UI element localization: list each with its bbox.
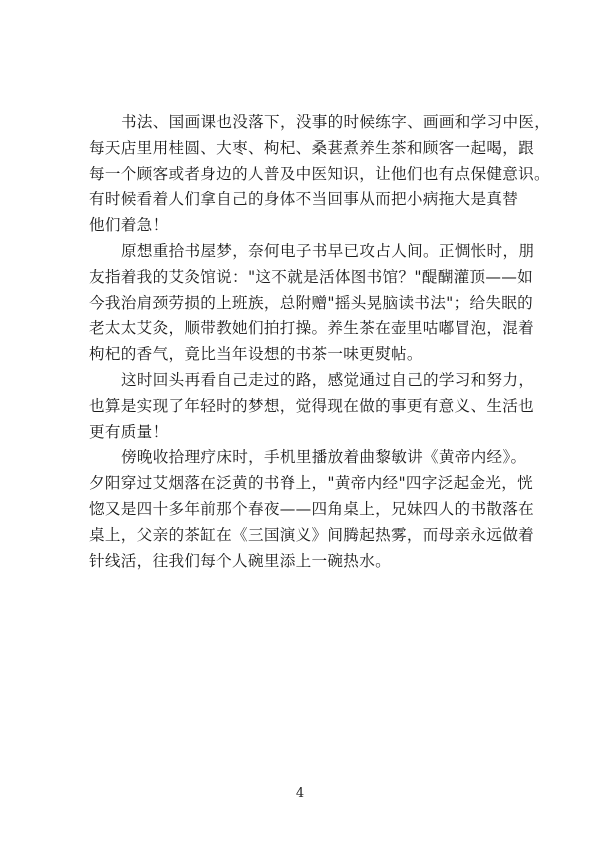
text-line: 针线活，往我们每个人碗里添上一碗热水。 — [89, 551, 391, 570]
text-line: 今我治肩颈劳损的上班族，总附赠"摇头晃脑读书法"；给失眠的 — [89, 293, 534, 312]
text-line: 老太太艾灸，顺带教她们拍打操。养生茶在壶里咕嘟冒泡，混着 — [89, 319, 535, 338]
text-line: 原想重拾书屋梦，奈何电子书早已攻占人间。正惆怅时，朋 — [121, 241, 535, 260]
text-line: 这时回头再看自己走过的路，感觉通过自己的学习和努力， — [121, 370, 535, 389]
paragraph-1 — [89, 110, 551, 239]
text-line: 友指着我的艾灸馆说："这不就是活体图书馆？"醍醐灌顶——如 — [89, 267, 534, 286]
page-number: 4 — [295, 786, 305, 801]
text-line: 也算是实现了年轻时的梦想，觉得现在做的事更有意义、生活也 — [89, 396, 535, 415]
text-line: 傍晚收拾理疗床时，手机里播放着曲黎敏讲《黄帝内经》。 — [121, 448, 527, 467]
text-line: 书法、国画课也没落下，没事的时候练字、画画和学习中医， — [121, 113, 551, 131]
text-line: 枸杞的香气，竟比当年设想的书茶一味更熨帖。 — [89, 345, 423, 364]
text-line: 夕阳穿过艾烟落在泛黄的书脊上，"黄帝内经"四字泛起金光，恍 — [89, 474, 534, 493]
text-line: 每天店里用桂圆、大枣、枸杞、桑葚煮养生茶和顾客一起喝，跟 — [89, 138, 535, 157]
text-line: 桌上，父亲的茶缸在《三国演义》间腾起热雾，而母亲永远做着 — [89, 525, 535, 544]
paragraph-3 — [89, 368, 535, 445]
text-line: 惚又是四十多年前那个春夜——四角桌上，兄妹四人的书散落在 — [89, 499, 535, 518]
text-line: 他们着急！ — [89, 216, 169, 235]
document-body — [89, 110, 551, 574]
paragraph-4 — [89, 445, 535, 574]
paragraph-2 — [89, 239, 535, 368]
text-line: 每一个顾客或者身边的人普及中医知识，让他们也有点保健意识。 — [89, 164, 550, 183]
text-line: 有时候看着人们拿自己的身体不当回事从而把小病拖大是真替 — [89, 190, 519, 209]
text-line: 更有质量！ — [89, 422, 169, 441]
